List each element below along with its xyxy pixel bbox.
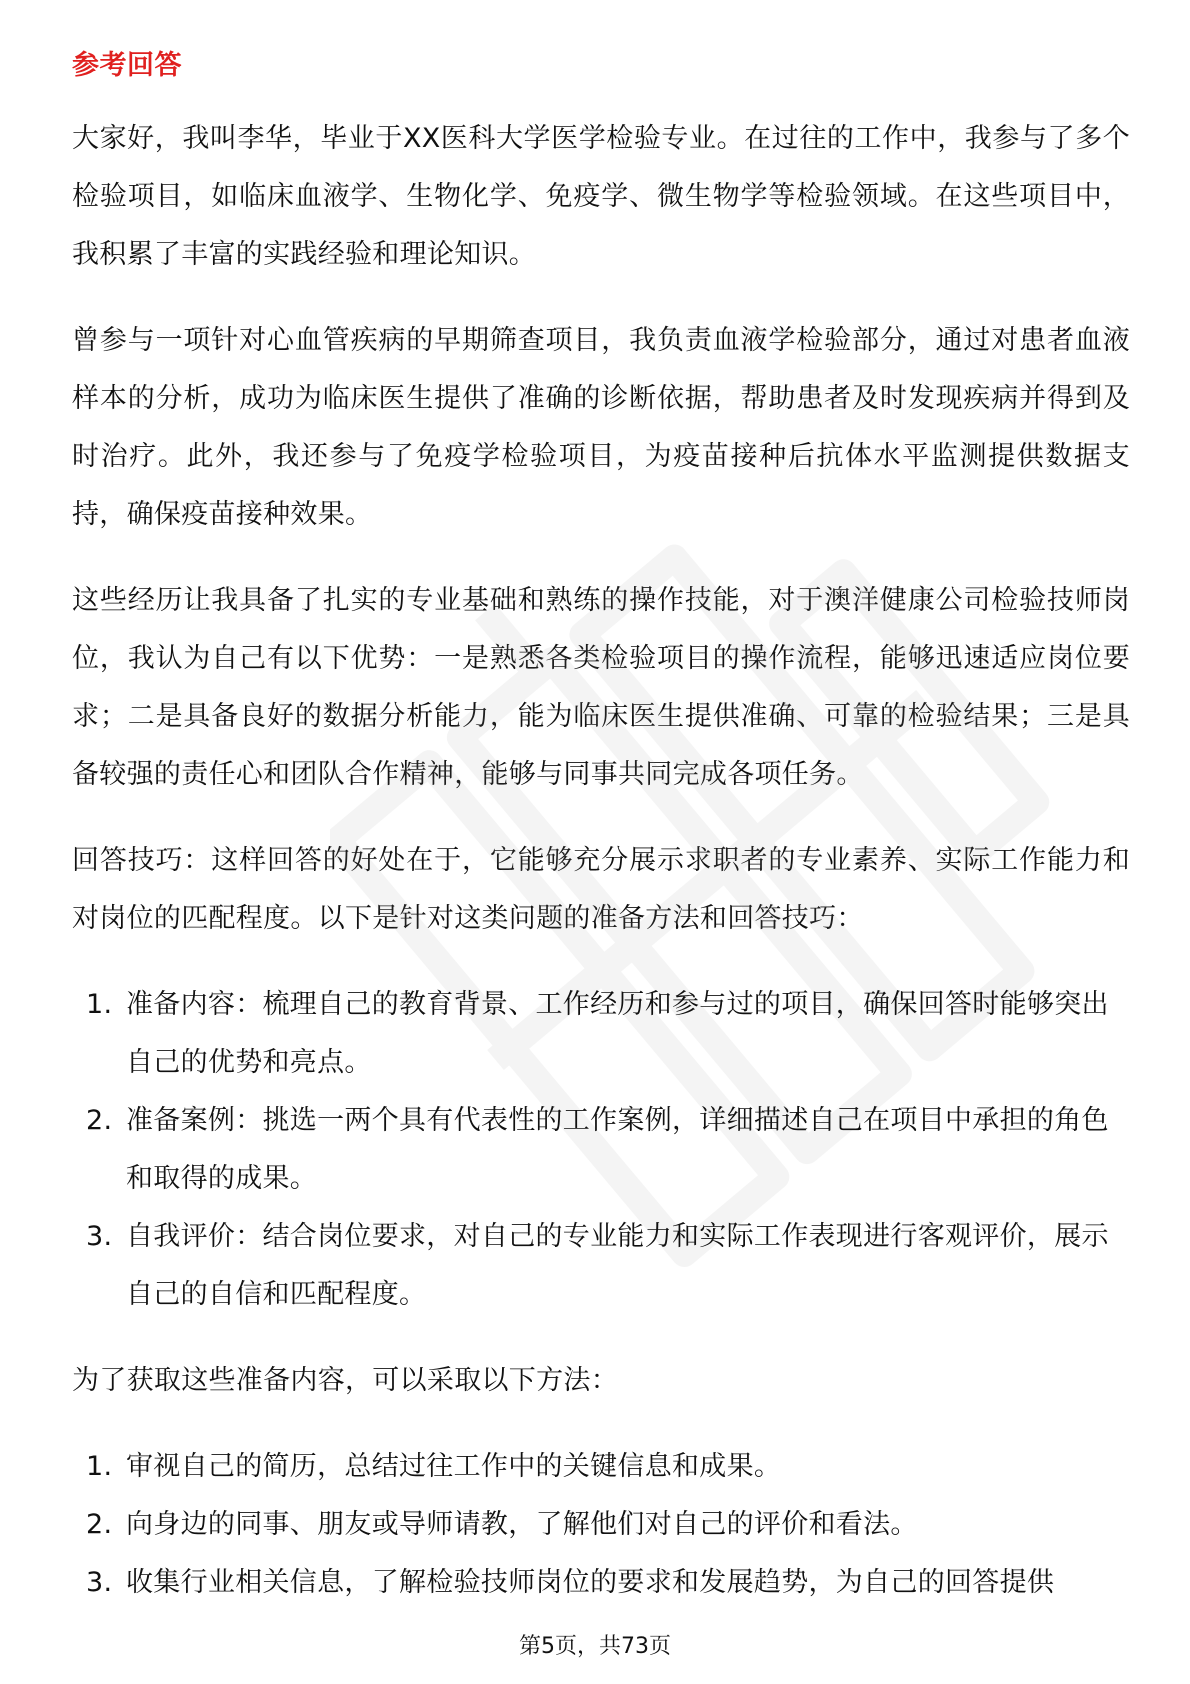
list-text: 准备案例：挑选一两个具有代表性的工作案例，详细描述自己在项目中承担的角色和取得的成果。: [126, 1105, 1109, 1194]
paragraph-tips: 回答技巧：这样回答的好处在于，它能够充分展示求职者的专业素养、实际工作能力和对岗位的匹配程度。以下是针对这类问题的准备方法和回答技巧：: [72, 845, 1130, 934]
list-item: [72, 1496, 1130, 1554]
list-item: [72, 976, 1130, 1092]
tips-list: [72, 976, 1130, 1324]
list-item: [72, 1092, 1130, 1208]
list-number: 3.: [86, 1567, 113, 1598]
paragraph-advantages: 这些经历让我具备了扎实的专业基础和熟练的操作技能，对于澳洋健康公司检验技师岗位，我认为自己有以下优势：一是熟悉各类检验项目的操作流程，能够迅速适应岗位要求；二是具备良好的数据分析能力，能为临床医生提供准确、可靠的检验结果；三是具备较强的责任心和团队合作精神，能够与同事共同完成各项任务。: [72, 585, 1130, 790]
list-item: [72, 1438, 1130, 1496]
list-text: 审视自己的简历，总结过往工作中的关键信息和成果。: [126, 1451, 782, 1482]
list-text: 准备内容：梳理自己的教育背景、工作经历和参与过的项目，确保回答时能够突出自己的优势和亮点。: [126, 989, 1109, 1078]
paragraph-project: 曾参与一项针对心血管疾病的早期筛查项目，我负责血液学检验部分，通过对患者血液样本的分析，成功为临床医生提供了准确的诊断依据，帮助患者及时发现疾病并得到及时治疗。此外，我还参与了免疫学检验项目，为疫苗接种后抗体水平监测提供数据支持，确保疫苗接种效果。: [72, 325, 1130, 530]
page-number-footer: 第5页，共73页: [519, 1634, 671, 1659]
list-number: 2.: [86, 1509, 113, 1540]
methods-list: [72, 1438, 1130, 1612]
paragraph-methods: 为了获取这些准备内容，可以采取以下方法：: [72, 1365, 618, 1396]
list-number: 3.: [86, 1221, 113, 1252]
list-number: 1.: [86, 1451, 113, 1482]
list-text: 自我评价：结合岗位要求，对自己的专业能力和实际工作表现进行客观评价，展示自己的自信和匹配程度。: [126, 1221, 1109, 1310]
list-number: 2.: [86, 1105, 113, 1136]
list-text: 向身边的同事、朋友或导师请教，了解他们对自己的评价和看法。: [126, 1509, 918, 1540]
paragraph-intro: 大家好，我叫李华，毕业于XX医科大学医学检验专业。在过往的工作中，我参与了多个检验项目，如临床血液学、生物化学、免疫学、微生物学等检验领域。在这些项目中，我积累了丰富的实践经验和理论知识。: [72, 123, 1130, 270]
list-text: 收集行业相关信息，了解检验技师岗位的要求和发展趋势，为自己的回答提供: [126, 1567, 1055, 1598]
section-heading: 参考回答: [72, 50, 182, 81]
list-number: 1.: [86, 989, 113, 1020]
list-item: [72, 1554, 1130, 1612]
list-item: [72, 1208, 1130, 1324]
